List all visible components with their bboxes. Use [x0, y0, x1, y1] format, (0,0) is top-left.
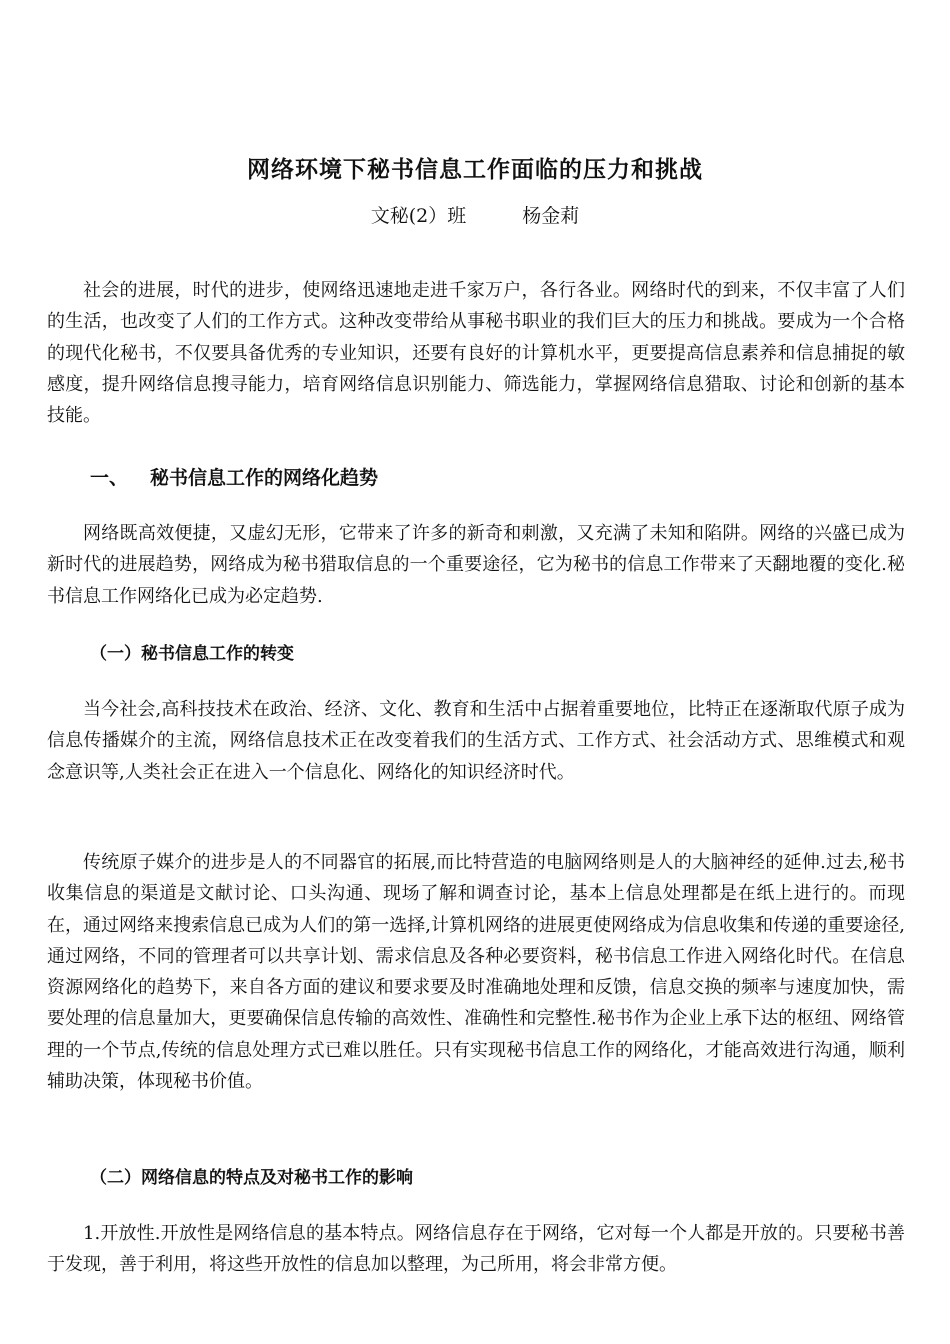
- section-number: 一、: [90, 467, 129, 489]
- subsection-1-paragraph-2: 传统原子媒介的进步是人的不同器官的拓展,而比特营造的电脑网络则是人的大脑神经的延伸.过去,秘书收集信息的渠道是文献讨论、口头沟通、现场了解和调查讨论，基本上信息处理都是在纸上进行的。而现在，通过网络来搜索信息已成为人们的第一选择,计算机网络的进展更使网络成为信息收集和传递的重要途径,通过网络，不同的管理者可以共享计划、需求信息及各种必要资料，秘书信息工作进入网络化时代。在信息资源网络化的趋势下，来自各方面的建议和要求要及时准确地处理和反馈，信息交换的频率与速度加快，需要处理的信息量加大，更要确保信息传输的高效性、准确性和完整性.秘书作为企业上承下达的枢纽、网络管理的一个节点,传统的信息处理方式已难以胜任。只有实现秘书信息工作的网络化，才能高效进行沟通，顺利辅助决策，体现秘书价值。: [47, 852, 905, 1093]
- subsection-heading-2: （二）网络信息的特点及对秘书工作的影响: [90, 1168, 413, 1188]
- section-heading: [90, 463, 890, 493]
- document-title: 网络环境下秘书信息工作面临的压力和挑战: [247, 156, 703, 184]
- author-class: 文秘(2）班: [370, 205, 467, 227]
- subsection-heading-1: （一）秘书信息工作的转变: [90, 644, 294, 664]
- section-paragraph: 网络既高效便捷，又虚幻无形，它带来了许多的新奇和刺激，又充满了未知和陷阱。网络的兴盛已成为新时代的进展趋势，网络成为秘书猎取信息的一个重要途径，它为秘书的信息工作带来了天翻地覆的变化.秘书信息工作网络化已成为必定趋势.: [47, 523, 905, 607]
- author-name: 杨金莉: [522, 205, 580, 227]
- section-title: 秘书信息工作的网络化趋势: [150, 467, 379, 489]
- subsection-2-paragraph-1: 1.开放性.开放性是网络信息的基本特点。网络信息存在于网络，它对每一个人都是开放的。只要秘书善于发现，善于利用，将这些开放性的信息加以整理，为己所用，将会非常方便。: [47, 1223, 905, 1276]
- subsection-1-paragraph-1: 当今社会,高科技技术在政治、经济、文化、教育和生活中占据着重要地位，比特正在逐渐取代原子成为信息传播媒介的主流，网络信息技术正在改变着我们的生活方式、工作方式、社会活动方式、思维模式和观念意识等,人类社会正在进入一个信息化、网络化的知识经济时代。: [47, 699, 905, 783]
- intro-paragraph: 社会的进展，时代的进步，使网络迅速地走进千家万户，各行各业。网络时代的到来，不仅丰富了人们的生活，也改变了人们的工作方式。这种改变带给从事秘书职业的我们巨大的压力和挑战。要成为一个合格的现代化秘书，不仅要具备优秀的专业知识，还要有良好的计算机水平，更要提高信息素养和信息捕捉的敏感度，提升网络信息搜寻能力，培育网络信息识别能力、筛选能力，掌握网络信息猎取、讨论和创新的基本技能。: [47, 280, 905, 427]
- author-line: [0, 202, 950, 230]
